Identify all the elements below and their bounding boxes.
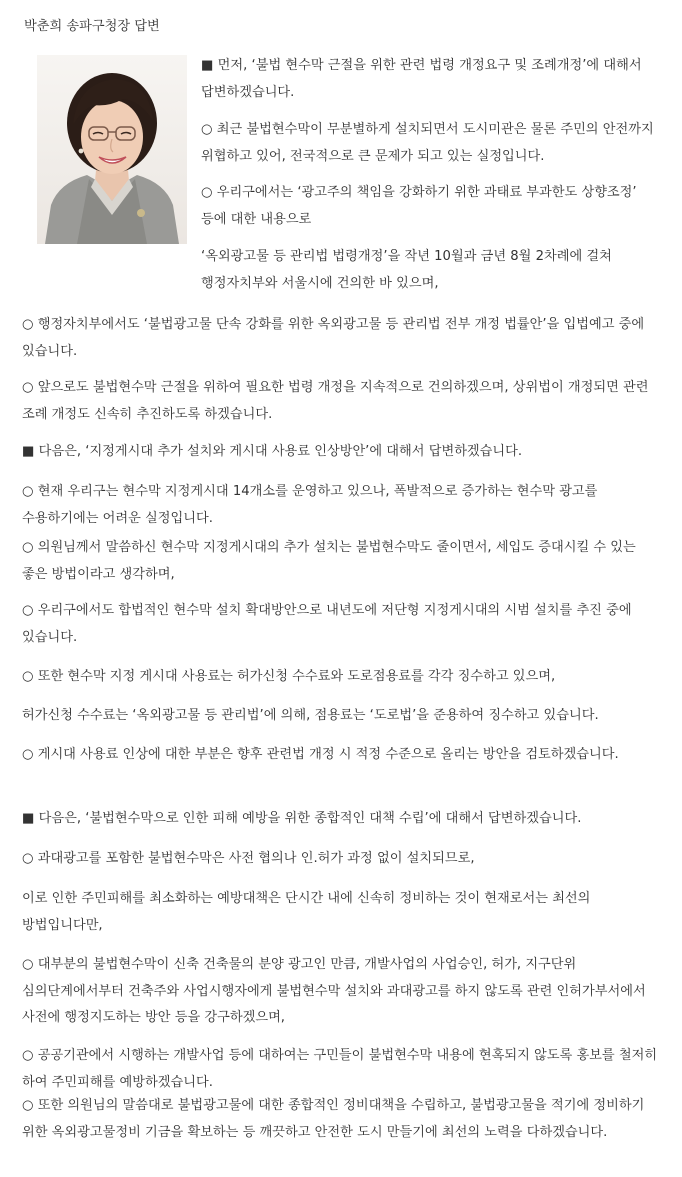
- paragraph-13: ○ 게시대 사용료 인상에 대한 부분은 향후 관련법 개정 시 적정 수준으로 올리는 방안을 검토하겠습니다.: [22, 747, 619, 762]
- paragraph-5: ○ 행정자치부에서도 ‘불법광고물 단속 강화를 위한 옥외광고물 등 관리법 전부 개정 법률안’을 입법예고 중에 있습니다.: [22, 317, 645, 359]
- paragraph-10: ○ 우리구에서도 합법적인 현수막 설치 확대방안으로 내년도에 저단형 지정게시대의 시범 설치를 추진 중에 있습니다.: [22, 603, 632, 645]
- portrait-illustration: [37, 55, 187, 244]
- paragraph-3: ○ 우리구에서는 ‘광고주의 책임을 강화하기 위한 과태료 부과한도 상향조정’ 등에 대한 내용으로: [201, 185, 637, 227]
- page-title: 박춘희 송파구청장 답변: [24, 19, 160, 34]
- paragraph-12: 허가신청 수수료는 ‘옥외광고물 등 관리법’에 의해, 점용료는 ‘도로법’을 준용하여 징수하고 있습니다.: [22, 708, 599, 723]
- portrait-photo: [37, 55, 187, 244]
- paragraph-11: ○ 또한 현수막 지정 게시대 사용료는 허가신청 수수료와 도로점용료를 각각 징수하고 있으며,: [22, 669, 556, 684]
- paragraph-8: ○ 현재 우리구는 현수막 지정게시대 14개소를 운영하고 있으나, 폭발적으로 증가하는 현수막 광고를 수용하기에는 어려운 실정입니다.: [22, 484, 598, 526]
- paragraph-4: ‘옥외광고물 등 관리법 법령개정’을 작년 10월과 금년 8월 2차례에 걸쳐 행정자치부와 서울시에 건의한 바 있으며,: [201, 249, 612, 291]
- paragraph-17: ○ 대부분의 불법현수막이 신축 건축물의 분양 광고인 만큼, 개발사업의 사업승인, 허가, 지구단위 심의단계에서부터 건축주와 사업시행자에게 불법현수막 설치와 과대광고를 하지 않도록 관련 인허가부서에서 사전에 행정지도하는 방안 등을 강구하겠으며,: [22, 957, 646, 1025]
- paragraph-19: ○ 또한 의원님의 말씀대로 불법광고물에 대한 종합적인 정비대책을 수립하고, 불법광고물을 적기에 정비하기 위한 옥외광고물정비 기금을 확보하는 등 깨끗하고 안전한 도시 만들기에 최선의 노력을 다하겠습니다.: [22, 1098, 645, 1140]
- paragraph-2: ○ 최근 불법현수막이 무분별하게 설치되면서 도시미관은 물론 주민의 안전까지 위협하고 있어, 전국적으로 큰 문제가 되고 있는 실정입니다.: [201, 122, 654, 164]
- paragraph-16: 이로 인한 주민피해를 최소화하는 예방대책은 단시간 내에 신속히 정비하는 것이 현재로서는 최선의 방법입니다만,: [22, 891, 591, 933]
- paragraph-15: ○ 과대광고를 포함한 불법현수막은 사전 협의나 인.허가 과정 없이 설치되므로,: [22, 851, 475, 866]
- paragraph-18: ○ 공공기관에서 시행하는 개발사업 등에 대하여는 구민들이 불법현수막 내용에 현혹되지 않도록 홍보를 철저히 하여 주민피해를 예방하겠습니다.: [22, 1048, 658, 1090]
- paragraph-6: ○ 앞으로도 불법현수막 근절을 위하여 필요한 법령 개정을 지속적으로 건의하겠으며, 상위법이 개정되면 관련 조례 개정도 신속히 추진하도록 하겠습니다.: [22, 380, 649, 422]
- paragraph-7: ■ 다음은, ‘지정게시대 추가 설치와 게시대 사용료 인상방안’에 대해서 답변하겠습니다.: [22, 444, 523, 459]
- paragraph-14: ■ 다음은, ‘불법현수막으로 인한 피해 예방을 위한 종합적인 대책 수립’에 대해서 답변하겠습니다.: [22, 811, 582, 826]
- paragraph-1: ■ 먼저, ‘불법 현수막 근절을 위한 관련 법령 개정요구 및 조례개정’에 대해서 답변하겠습니다.: [201, 58, 642, 100]
- paragraph-9: ○ 의원님께서 말씀하신 현수막 지정게시대의 추가 설치는 불법현수막도 줄이면서, 세입도 증대시킬 수 있는 좋은 방법이라고 생각하며,: [22, 540, 636, 582]
